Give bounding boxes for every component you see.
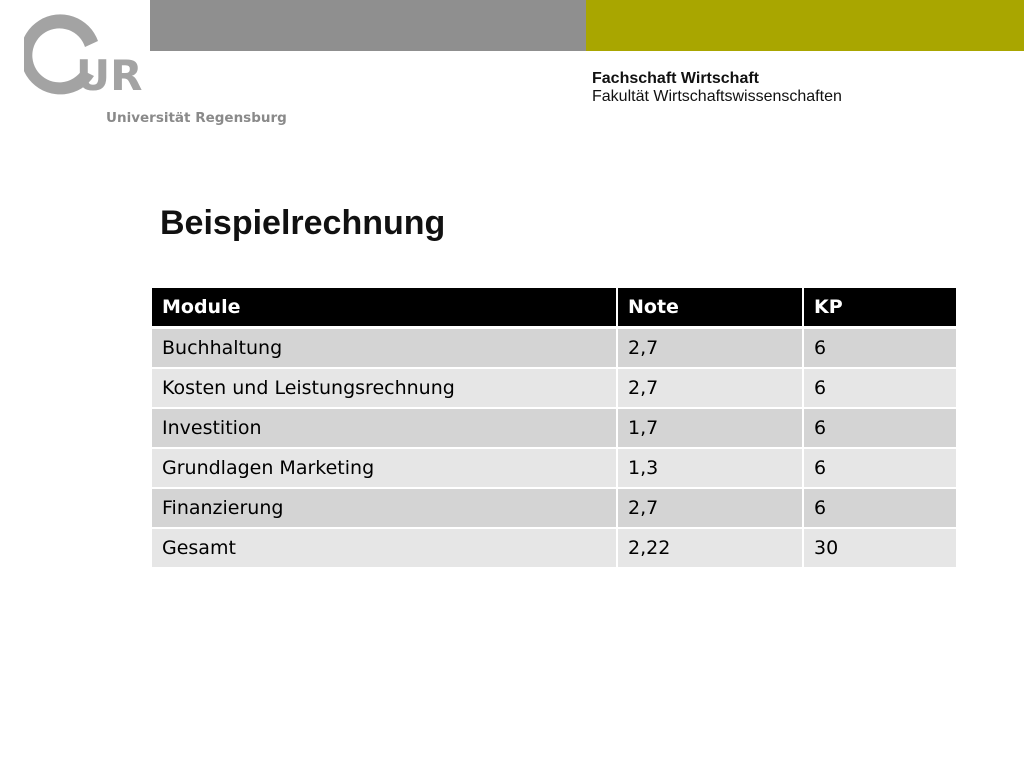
slide-title: Beispielrechnung (160, 204, 446, 242)
header-bar-olive (586, 0, 1024, 51)
table-row (151, 328, 957, 369)
kp-cell: 30 (803, 528, 957, 568)
table-row (151, 408, 957, 448)
column-header-note: Note (617, 287, 803, 328)
table-row (151, 488, 957, 528)
svg-text:UR: UR (76, 51, 143, 100)
module-cell: Investition (151, 408, 617, 448)
faculty-name: Fakultät Wirtschaftswissenschaften (592, 88, 842, 105)
header-bar-gray (150, 0, 586, 51)
kp-cell: 6 (803, 408, 957, 448)
grades-table (150, 286, 958, 569)
table-row (151, 368, 957, 408)
note-cell: 2,7 (617, 368, 803, 408)
university-logo-icon (24, 14, 144, 100)
organization-name: Fachschaft Wirtschaft (592, 70, 759, 87)
column-header-module: Module (151, 287, 617, 328)
organization-block (592, 70, 842, 106)
kp-cell: 6 (803, 488, 957, 528)
kp-cell: 6 (803, 448, 957, 488)
module-cell: Finanzierung (151, 488, 617, 528)
module-cell: Grundlagen Marketing (151, 448, 617, 488)
note-cell: 1,3 (617, 448, 803, 488)
module-cell: Kosten und Leistungsrechnung (151, 368, 617, 408)
note-cell: 2,7 (617, 328, 803, 369)
table-header-row (151, 287, 957, 328)
column-header-kp: KP (803, 287, 957, 328)
module-cell: Buchhaltung (151, 328, 617, 369)
table-row (151, 448, 957, 488)
kp-cell: 6 (803, 368, 957, 408)
note-cell: 2,22 (617, 528, 803, 568)
table-row (151, 528, 957, 568)
university-name: Universität Regensburg (106, 110, 287, 126)
note-cell: 2,7 (617, 488, 803, 528)
note-cell: 1,7 (617, 408, 803, 448)
module-cell: Gesamt (151, 528, 617, 568)
kp-cell: 6 (803, 328, 957, 369)
